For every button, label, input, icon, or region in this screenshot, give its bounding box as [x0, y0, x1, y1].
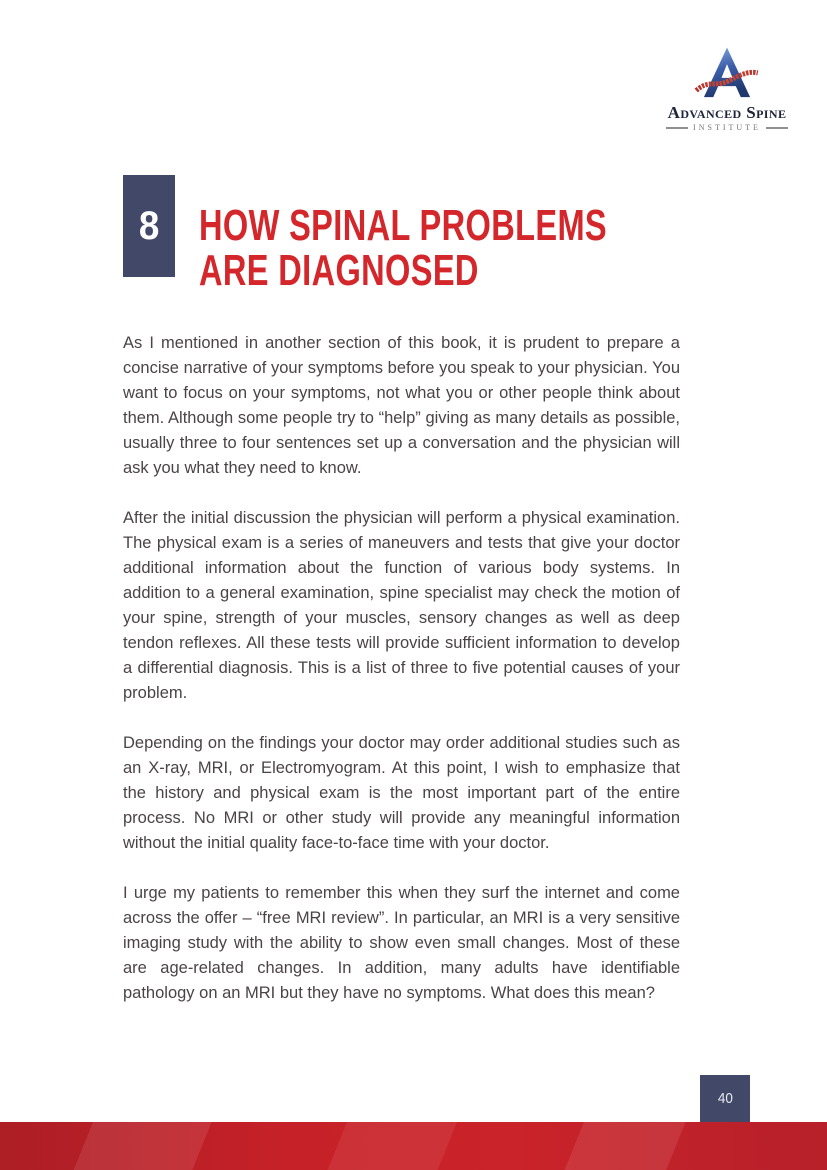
- body-paragraph-3: Depending on the findings your doctor may order additional studies such as an X-ray, MRI, or Electromyogram. At this point, I wish to emphasize that the history and physical exam is the most important part of the entire process. No MRI or other study will provide any meaningful information without the initial quality face-to-face time with your doctor.: [123, 734, 680, 852]
- chapter-title-line-2: ARE DIAGNOSED: [199, 246, 479, 295]
- divider-line-right: [766, 127, 788, 129]
- chapter-number-box: [123, 175, 175, 277]
- body-text: [123, 331, 680, 1031]
- body-paragraph-4: I urge my patients to remember this when they surf the internet and come across the offer – “free MRI review”. In particular, an MRI is a very sensitive imaging study with the ability to show even small changes. Most of these are age-related changes. In addition, many adults have identifiable pathology on an MRI but they have no symptoms. What does this mean?: [123, 884, 680, 1002]
- body-paragraph-2: After the initial discussion the physician will perform a physical examination. The physical exam is a series of maneuvers and tests that give your doctor additional information about the function of various body systems. In addition to a general examination, spine specialist may check the motion of your spine, strength of your muscles, sensory changes as well as deep tendon reflexes. All these tests will provide sufficient information to develop a differential diagnosis. This is a list of three to five potential causes of your problem.: [123, 509, 680, 702]
- body-paragraph-1: As I mentioned in another section of this book, it is prudent to prepare a concise narrative of your symptoms before you speak to your physician. You want to focus on your symptoms, not what you or other people think about them. Although some people try to “help” giving as many details as possible, usually three to four sentences set up a conversation and the physician will ask you what they need to know.: [123, 334, 680, 477]
- footer-red-bar: [0, 1122, 827, 1170]
- chapter-number: 8: [138, 203, 160, 248]
- chapter-title: [199, 203, 607, 293]
- page-number-box: [700, 1075, 750, 1122]
- page-number: 40: [717, 1090, 733, 1107]
- divider-line-left: [666, 127, 688, 129]
- logo-subtitle-row: [664, 123, 790, 132]
- chapter-title-line-1: HOW SPINAL PROBLEMS: [199, 201, 608, 250]
- logo: [664, 46, 790, 132]
- spine-letter-a-icon: [694, 46, 760, 102]
- logo-organization-subtitle: INSTITUTE: [693, 123, 761, 132]
- spine-curve-icon: [696, 72, 758, 90]
- logo-organization-name: Advanced Spine: [667, 103, 787, 122]
